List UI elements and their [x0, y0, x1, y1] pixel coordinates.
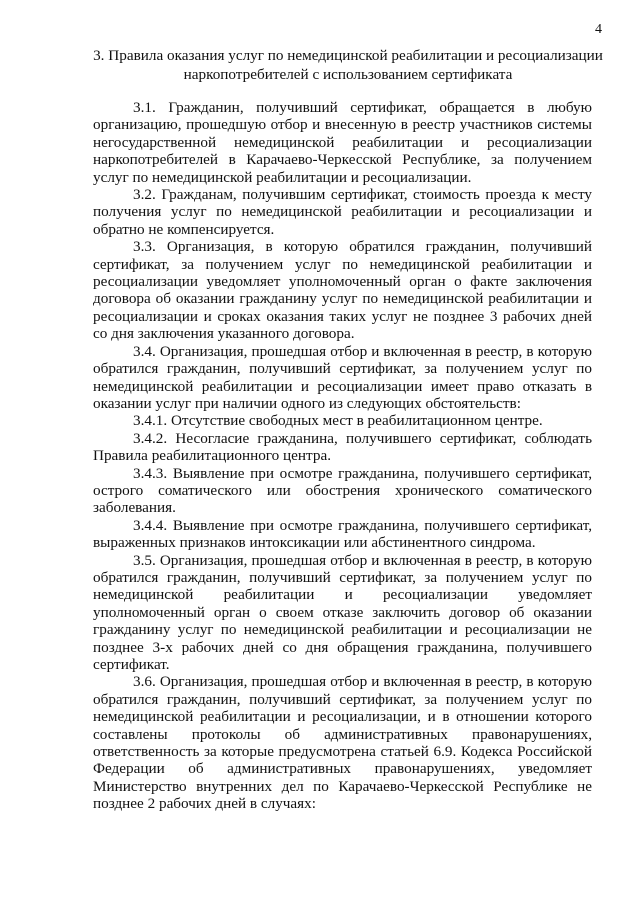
- paragraph-3-4-2: 3.4.2. Несогласие гражданина, получившего сертификат, соблюдать Правила реабилитационного центра.: [93, 429, 592, 465]
- paragraph-3-1: 3.1. Гражданин, получивший сертификат, обращается в любую организацию, прошедшую отбор и внесенную в реестр участников системы негосударственной немедицинской реабилитации и ресоциализации наркопотребителей в Карачаево-Черкесской Республике, за получением услуг по немедицинской реабилитации и ресоциализации.: [93, 99, 592, 186]
- paragraph-3-4-1: 3.4.1. Отсутствие свободных мест в реабилитационном центре.: [133, 412, 543, 430]
- paragraph-3-2: 3.2. Гражданам, получившим сертификат, стоимость проезда к месту получения услуг по немедицинской реабилитации и ресоциализации и обратно не компенсируется.: [93, 186, 592, 238]
- paragraph-3-4-3: 3.4.3. Выявление при осмотре гражданина, получившего сертификат, острого соматического или обострения хронического соматического заболевания.: [93, 464, 592, 517]
- page-number: 4: [595, 22, 602, 37]
- section-title: 3. Правила оказания услуг по немедицинской реабилитации и ресоциализации наркопотребителей с использованием сертификата: [93, 47, 603, 83]
- paragraph-3-4: 3.4. Организация, прошедшая отбор и включенная в реестр, в которую обратился гражданин, получивший сертификат, за получением услуг по немедицинской реабилитации и ресоциализации имеет право отказать в оказании услуг при наличии одного из следующих обстоятельств:: [93, 342, 592, 412]
- paragraph-3-5: 3.5. Организация, прошедшая отбор и включенная в реестр, в которую обратился гражданин, получивший сертификат, за получением услуг по немедицинской реабилитации и ресоциализации уведомляет уполномоченный орган о своем отказе заключить договор об оказании гражданину услуг по немедицинской реабилитации и ресоциализации не позднее 3-х рабочих дней со дня обращения гражданина, получившего сертификат.: [93, 551, 592, 673]
- paragraph-3-6: 3.6. Организация, прошедшая отбор и включенная в реестр, в которую обратился гражданин, получивший сертификат, за получением услуг по немедицинской реабилитации и ресоциализации, и в отношении которого составлены протоколы об административных правонарушениях, ответственность за которые предусмотрена статьей 6.9. Кодекса Российской Федерации об административных правонарушениях, уведомляет Министерство внутренних дел по Карачаево-Черкесской Республике не позднее 2 рабочих дней в случаях:: [93, 673, 592, 813]
- paragraph-3-3: 3.3. Организация, в которую обратился гражданин, получивший сертификат, за получением услуг по немедицинской реабилитации и ресоциализации уведомляет уполномоченный орган о факте заключения договора об оказании гражданину услуг по немедицинской реабилитации и ресоциализации и сроках оказания таких услуг не позднее 3 рабочих дней со дня заключения указанного договора.: [93, 238, 592, 343]
- document-body: [93, 99, 592, 813]
- paragraph-3-4-4: 3.4.4. Выявление при осмотре гражданина, получившего сертификат, выраженных признаков интоксикации или абстинентного синдрома.: [93, 516, 592, 552]
